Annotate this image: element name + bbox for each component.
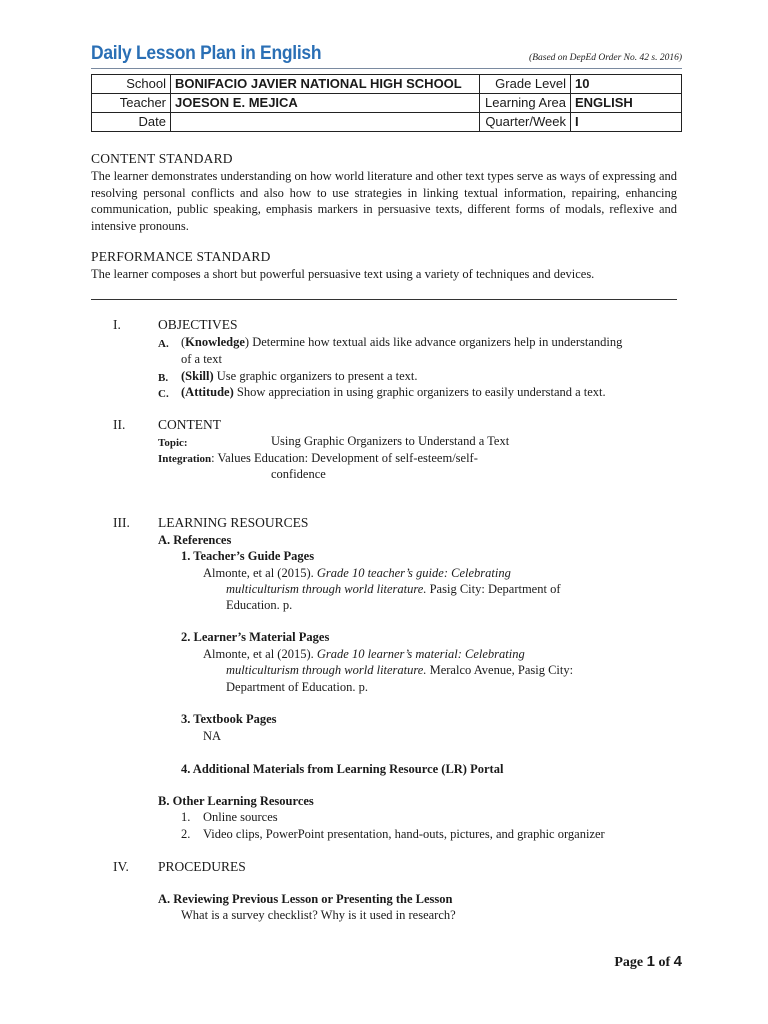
other-resource-num: 2. xyxy=(181,827,191,841)
objectives-heading: OBJECTIVES xyxy=(158,317,238,332)
content-standard-text: The learner demonstrates understanding on how world literature and other text types serve as ways of expressing and resolving personal conflicts and also how to use strategies in linking textual information, repairing, enhancing communication, public speaking, emphasis markers in persuasive texts, different forms of modals, reflexive and intensive pronouns. xyxy=(91,169,677,233)
objective-knowledge-cont: of a text xyxy=(181,352,222,366)
lr-portal-heading: 4. Additional Materials from Learning Resource (LR) Portal xyxy=(181,762,504,776)
teachers-guide-heading: 1. Teacher’s Guide Pages xyxy=(181,549,315,563)
content-standard-heading: CONTENT STANDARD xyxy=(91,151,233,166)
textbook-pages-heading: 3. Textbook Pages xyxy=(181,712,277,726)
grade-level-label: Grade Level xyxy=(480,75,571,94)
procedures-heading: PROCEDURES xyxy=(158,859,246,874)
learners-material-citation: Almonte, et al (2015). Grade 10 learner’s material: Celebrating xyxy=(203,647,525,661)
skill-tag: (Skill) xyxy=(181,369,214,383)
attitude-tag: (Attitude) xyxy=(181,385,234,399)
procedure-a-heading: A. Reviewing Previous Lesson or Presenting the Lesson xyxy=(158,892,453,906)
resources-heading: LEARNING RESOURCES xyxy=(158,515,309,530)
date-label: Date xyxy=(92,113,171,132)
content-heading: CONTENT xyxy=(158,417,221,432)
learning-area-value: ENGLISH xyxy=(571,94,682,113)
learners-material-heading: 2. Learner’s Material Pages xyxy=(181,630,330,644)
teachers-guide-citation: Almonte, et al (2015). Grade 10 teacher’s guide: Celebrating xyxy=(203,566,511,580)
teachers-guide-citation-end: Education. p. xyxy=(226,598,293,612)
teacher-label: Teacher xyxy=(92,94,171,113)
objective-letter: C. xyxy=(158,388,169,400)
textbook-pages-value: NA xyxy=(203,729,222,743)
teacher-value: JOESON E. MEJICA xyxy=(171,94,480,113)
quarter-week-label: Quarter/Week xyxy=(480,113,571,132)
objective-skill: (Skill) Use graphic organizers to present a text. xyxy=(181,369,418,383)
document-title: Daily Lesson Plan in English xyxy=(91,43,322,64)
knowledge-tag: Knowledge xyxy=(185,335,245,349)
table-row xyxy=(92,94,682,113)
learners-material-citation-end: Department of Education. p. xyxy=(226,680,368,694)
section-divider xyxy=(91,299,677,300)
objectives-numeral: I. xyxy=(113,317,121,332)
grade-level-value: 10 xyxy=(571,75,682,94)
integration-value-cont: confidence xyxy=(271,467,326,481)
other-resource-num: 1. xyxy=(181,810,191,824)
performance-standard-heading: PERFORMANCE STANDARD xyxy=(91,249,271,264)
objective-attitude: (Attitude) Show appreciation in using graphic organizers to easily understand a text. xyxy=(181,385,606,399)
title-divider xyxy=(91,68,682,69)
objective-letter: B. xyxy=(158,372,169,384)
page-number: Page 1 of 4 xyxy=(614,953,682,970)
table-row xyxy=(92,113,682,132)
other-resources-label: B. Other Learning Resources xyxy=(158,794,314,808)
resources-numeral: III. xyxy=(113,515,130,530)
date-value xyxy=(171,113,480,132)
info-table xyxy=(91,74,682,132)
references-label: A. References xyxy=(158,533,232,547)
other-resource-item: Online sources xyxy=(203,810,278,824)
other-resource-item: Video clips, PowerPoint presentation, hand-outs, pictures, and graphic organizer xyxy=(203,827,605,841)
content-numeral: II. xyxy=(113,417,126,432)
quarter-week-value: I xyxy=(571,113,682,132)
topic-value: Using Graphic Organizers to Understand a Text xyxy=(271,434,510,448)
integration-value: : Values Education: Development of self-esteem/self- xyxy=(211,451,478,465)
integration-line xyxy=(158,450,478,467)
objective-letter: A. xyxy=(158,338,169,350)
learners-material-citation-cont: multiculturism through world literature. Meralco Avenue, Pasig City: xyxy=(226,663,574,677)
topic-label: Topic: xyxy=(158,437,188,449)
performance-standard-text: The learner composes a short but powerful persuasive text using a variety of techniques and devices. xyxy=(91,267,595,281)
integration-label: Integration xyxy=(158,453,212,465)
procedures-numeral: IV. xyxy=(113,859,129,874)
teachers-guide-citation-cont: multiculturism through world literature. Pasig City: Department of xyxy=(226,582,561,596)
procedure-a-text: What is a survey checklist? Why is it used in research? xyxy=(181,908,456,922)
learning-area-label: Learning Area xyxy=(480,94,571,113)
school-value: BONIFACIO JAVIER NATIONAL HIGH SCHOOL xyxy=(171,75,480,94)
table-row xyxy=(92,75,682,94)
deped-order-note: (Based on DepEd Order No. 42 s. 2016) xyxy=(529,53,682,63)
objective-knowledge: (Knowledge) Determine how textual aids like advance organizers help in understanding xyxy=(181,335,623,349)
school-label: School xyxy=(92,75,171,94)
